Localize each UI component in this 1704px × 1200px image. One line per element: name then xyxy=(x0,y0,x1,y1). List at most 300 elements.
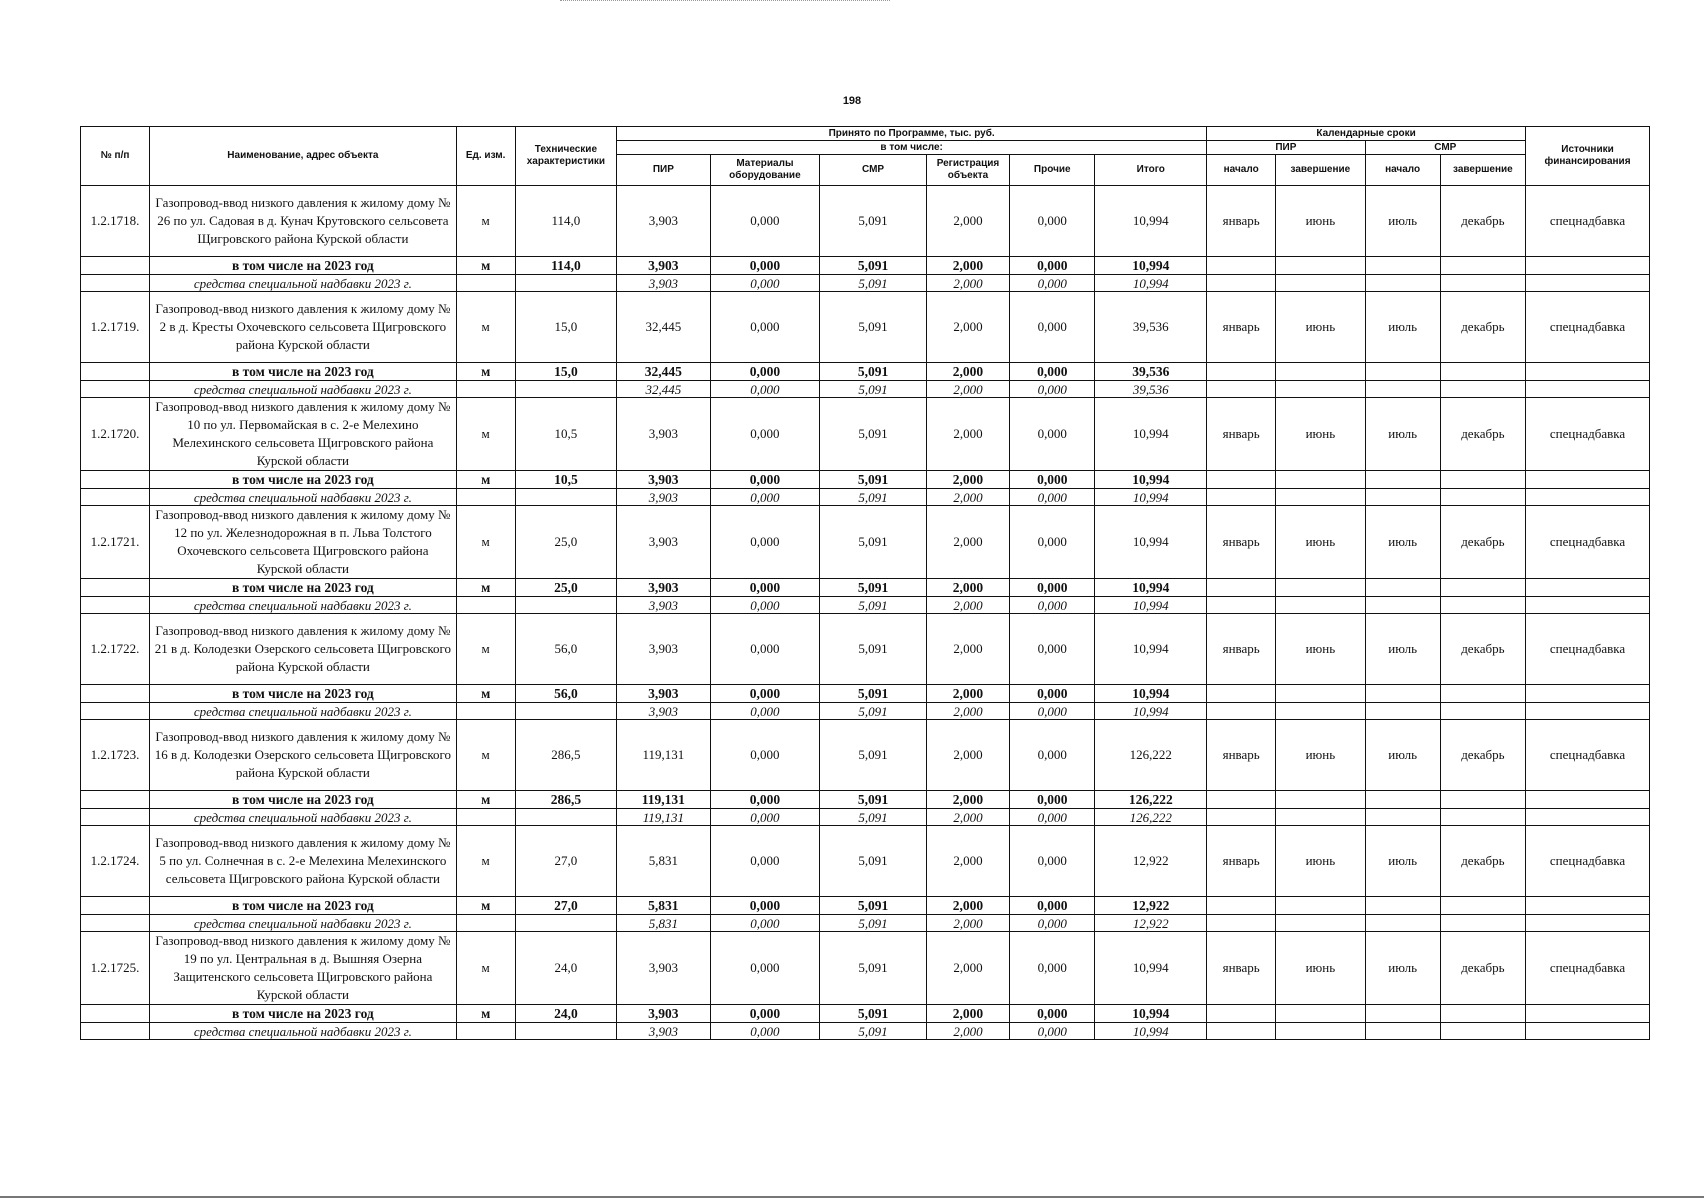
cell-pir-end: июнь xyxy=(1276,720,1365,791)
cell-empty xyxy=(1276,897,1365,915)
cell-tech: 15,0 xyxy=(515,292,617,363)
cell-pir-start: январь xyxy=(1207,398,1276,471)
cell-empty xyxy=(515,1023,617,1040)
cell-num: 1.2.1720. xyxy=(81,398,150,471)
cell-empty xyxy=(456,275,515,292)
cell-fund-other: 0,000 xyxy=(1010,915,1095,932)
cell-smr-start: июль xyxy=(1365,932,1440,1005)
cell-total: 10,994 xyxy=(1095,932,1207,1005)
cell-empty xyxy=(1440,579,1525,597)
cell-fund-pir: 3,903 xyxy=(617,703,710,720)
cell-other: 0,000 xyxy=(1010,292,1095,363)
cell-sub-other: 0,000 xyxy=(1010,363,1095,381)
cell-registration: 2,000 xyxy=(926,614,1009,685)
table-row xyxy=(81,614,1650,685)
cell-fund-pir: 32,445 xyxy=(617,381,710,398)
cell-fund-label: средства специальной надбавки 2023 г. xyxy=(150,381,457,398)
cell-empty xyxy=(1365,897,1440,915)
cell-sub-unit: м xyxy=(456,471,515,489)
cell-registration: 2,000 xyxy=(926,720,1009,791)
cell-unit: м xyxy=(456,614,515,685)
cell-other: 0,000 xyxy=(1010,186,1095,257)
cell-empty xyxy=(1207,809,1276,826)
cell-empty xyxy=(1440,685,1525,703)
cell-sub-unit: м xyxy=(456,897,515,915)
cell-sub-pir: 3,903 xyxy=(617,685,710,703)
cell-empty xyxy=(1365,915,1440,932)
cell-smr: 5,091 xyxy=(820,720,927,791)
cell-fund-materials: 0,000 xyxy=(710,489,820,506)
cell-sub-materials: 0,000 xyxy=(710,685,820,703)
cell-pir: 3,903 xyxy=(617,932,710,1005)
cell-sub-tech: 27,0 xyxy=(515,897,617,915)
cell-sub-pir: 5,831 xyxy=(617,897,710,915)
cell-sub-pir: 3,903 xyxy=(617,1005,710,1023)
cell-empty xyxy=(1526,597,1650,614)
cell-smr-start: июль xyxy=(1365,826,1440,897)
cell-unit: м xyxy=(456,826,515,897)
cell-empty xyxy=(81,363,150,381)
cell-pir-end: июнь xyxy=(1276,506,1365,579)
cell-total: 10,994 xyxy=(1095,614,1207,685)
table-subrow-2023 xyxy=(81,471,1650,489)
header-smr: СМР xyxy=(820,155,927,186)
cell-sub-registration: 2,000 xyxy=(926,363,1009,381)
cell-smr-start: июль xyxy=(1365,506,1440,579)
cell-registration: 2,000 xyxy=(926,398,1009,471)
cell-smr-end: декабрь xyxy=(1440,292,1525,363)
cell-source: спецнадбавка xyxy=(1526,506,1650,579)
cell-empty xyxy=(1276,471,1365,489)
cell-smr-end: декабрь xyxy=(1440,506,1525,579)
cell-empty xyxy=(1276,791,1365,809)
cell-materials: 0,000 xyxy=(710,292,820,363)
cell-source: спецнадбавка xyxy=(1526,398,1650,471)
cell-fund-total: 10,994 xyxy=(1095,597,1207,614)
cell-fund-materials: 0,000 xyxy=(710,703,820,720)
cell-empty xyxy=(1365,1023,1440,1040)
cell-tech: 25,0 xyxy=(515,506,617,579)
cell-tech: 286,5 xyxy=(515,720,617,791)
cell-fund-smr: 5,091 xyxy=(820,915,927,932)
cell-sub-smr: 5,091 xyxy=(820,579,927,597)
cell-empty xyxy=(1365,685,1440,703)
cell-empty xyxy=(456,1023,515,1040)
scan-artifact-bottom xyxy=(0,1196,1704,1198)
cell-empty xyxy=(1207,597,1276,614)
cell-sub-registration: 2,000 xyxy=(926,685,1009,703)
cell-empty xyxy=(515,489,617,506)
cell-empty xyxy=(1207,381,1276,398)
cell-total: 10,994 xyxy=(1095,506,1207,579)
cell-smr-end: декабрь xyxy=(1440,826,1525,897)
table-subrow-fund xyxy=(81,597,1650,614)
cell-unit: м xyxy=(456,506,515,579)
cell-num: 1.2.1718. xyxy=(81,186,150,257)
cell-sub-pir: 119,131 xyxy=(617,791,710,809)
cell-tech: 56,0 xyxy=(515,614,617,685)
cell-name: Газопровод-ввод низкого давления к жилому дому № 16 в д. Колодезки Озерского сельсовета Щигровского района Курской области xyxy=(150,720,457,791)
cell-empty xyxy=(1526,1023,1650,1040)
cell-sub-total: 39,536 xyxy=(1095,363,1207,381)
cell-empty xyxy=(1365,703,1440,720)
cell-pir: 3,903 xyxy=(617,506,710,579)
cell-sub-tech: 24,0 xyxy=(515,1005,617,1023)
cell-empty xyxy=(1276,1005,1365,1023)
cell-empty xyxy=(1207,1005,1276,1023)
cell-fund-other: 0,000 xyxy=(1010,809,1095,826)
cell-empty xyxy=(456,703,515,720)
cell-pir-end: июнь xyxy=(1276,614,1365,685)
cell-empty xyxy=(1365,597,1440,614)
cell-fund-smr: 5,091 xyxy=(820,703,927,720)
cell-sub-label: в том числе на 2023 год xyxy=(150,471,457,489)
cell-fund-pir: 3,903 xyxy=(617,597,710,614)
header-cal-pir: ПИР xyxy=(1207,141,1365,155)
cell-other: 0,000 xyxy=(1010,720,1095,791)
cell-sub-materials: 0,000 xyxy=(710,257,820,275)
cell-sub-label: в том числе на 2023 год xyxy=(150,579,457,597)
cell-empty xyxy=(1440,489,1525,506)
cell-empty xyxy=(515,809,617,826)
cell-sub-registration: 2,000 xyxy=(926,471,1009,489)
cell-fund-label: средства специальной надбавки 2023 г. xyxy=(150,597,457,614)
table-header xyxy=(81,127,1650,186)
cell-source: спецнадбавка xyxy=(1526,614,1650,685)
cell-sub-label: в том числе на 2023 год xyxy=(150,257,457,275)
cell-empty xyxy=(1526,489,1650,506)
cell-sub-smr: 5,091 xyxy=(820,1005,927,1023)
cell-pir-start: январь xyxy=(1207,720,1276,791)
cell-empty xyxy=(1365,579,1440,597)
cell-smr-end: декабрь xyxy=(1440,932,1525,1005)
cell-fund-total: 39,536 xyxy=(1095,381,1207,398)
cell-empty xyxy=(1365,381,1440,398)
cell-fund-label: средства специальной надбавки 2023 г. xyxy=(150,703,457,720)
cell-sub-smr: 5,091 xyxy=(820,257,927,275)
cell-empty xyxy=(1526,897,1650,915)
cell-source: спецнадбавка xyxy=(1526,292,1650,363)
cell-empty xyxy=(456,381,515,398)
cell-empty xyxy=(1276,275,1365,292)
cell-total: 126,222 xyxy=(1095,720,1207,791)
cell-fund-label: средства специальной надбавки 2023 г. xyxy=(150,915,457,932)
cell-sub-tech: 15,0 xyxy=(515,363,617,381)
cell-materials: 0,000 xyxy=(710,614,820,685)
cell-sub-registration: 2,000 xyxy=(926,791,1009,809)
cell-sub-registration: 2,000 xyxy=(926,897,1009,915)
cell-sub-pir: 32,445 xyxy=(617,363,710,381)
cell-name: Газопровод-ввод низкого давления к жилому дому № 21 в д. Колодезки Озерского сельсовета Щигровского района Курской области xyxy=(150,614,457,685)
cell-fund-registration: 2,000 xyxy=(926,915,1009,932)
cell-registration: 2,000 xyxy=(926,826,1009,897)
cell-fund-materials: 0,000 xyxy=(710,915,820,932)
table-subrow-fund xyxy=(81,703,1650,720)
cell-unit: м xyxy=(456,292,515,363)
cell-empty xyxy=(1276,1023,1365,1040)
cell-sub-other: 0,000 xyxy=(1010,1005,1095,1023)
cell-empty xyxy=(515,381,617,398)
cell-sub-registration: 2,000 xyxy=(926,579,1009,597)
cell-empty xyxy=(81,791,150,809)
cell-materials: 0,000 xyxy=(710,932,820,1005)
cell-smr: 5,091 xyxy=(820,932,927,1005)
cell-registration: 2,000 xyxy=(926,506,1009,579)
cell-total: 39,536 xyxy=(1095,292,1207,363)
cell-empty xyxy=(1276,915,1365,932)
table-row xyxy=(81,186,1650,257)
cell-sub-tech: 286,5 xyxy=(515,791,617,809)
cell-fund-other: 0,000 xyxy=(1010,703,1095,720)
cell-empty xyxy=(1365,791,1440,809)
cell-empty xyxy=(515,703,617,720)
cell-smr-start: июль xyxy=(1365,292,1440,363)
cell-other: 0,000 xyxy=(1010,932,1095,1005)
cell-sub-materials: 0,000 xyxy=(710,1005,820,1023)
cell-sub-total: 10,994 xyxy=(1095,685,1207,703)
cell-empty xyxy=(1526,275,1650,292)
header-tech: Технические характеристики xyxy=(515,127,617,186)
cell-fund-pir: 119,131 xyxy=(617,809,710,826)
cell-smr-start: июль xyxy=(1365,186,1440,257)
cell-empty xyxy=(1526,915,1650,932)
cell-pir: 3,903 xyxy=(617,186,710,257)
cell-unit: м xyxy=(456,720,515,791)
cell-sub-unit: м xyxy=(456,685,515,703)
header-pir: ПИР xyxy=(617,155,710,186)
cell-materials: 0,000 xyxy=(710,398,820,471)
cell-fund-total: 126,222 xyxy=(1095,809,1207,826)
cell-pir: 32,445 xyxy=(617,292,710,363)
table-row xyxy=(81,292,1650,363)
cell-sub-label: в том числе на 2023 год xyxy=(150,791,457,809)
cell-empty xyxy=(1365,257,1440,275)
table-subrow-2023 xyxy=(81,1005,1650,1023)
table-row xyxy=(81,932,1650,1005)
cell-name: Газопровод-ввод низкого давления к жилому дому № 5 по ул. Солнечная в с. 2-е Мелехина Мелехинского сельсовета Щигровского района Курской области xyxy=(150,826,457,897)
cell-source: спецнадбавка xyxy=(1526,826,1650,897)
cell-fund-materials: 0,000 xyxy=(710,381,820,398)
cell-empty xyxy=(1276,809,1365,826)
cell-pir-start: январь xyxy=(1207,292,1276,363)
table-subrow-fund xyxy=(81,1023,1650,1040)
table-body xyxy=(81,186,1650,1040)
cell-sub-unit: м xyxy=(456,791,515,809)
cell-sub-registration: 2,000 xyxy=(926,1005,1009,1023)
cell-sub-unit: м xyxy=(456,363,515,381)
cell-sub-total: 10,994 xyxy=(1095,1005,1207,1023)
cell-sub-total: 126,222 xyxy=(1095,791,1207,809)
cell-sub-label: в том числе на 2023 год xyxy=(150,363,457,381)
cell-empty xyxy=(81,915,150,932)
cell-fund-pir: 3,903 xyxy=(617,1023,710,1040)
cell-pir-start: январь xyxy=(1207,826,1276,897)
cell-fund-other: 0,000 xyxy=(1010,1023,1095,1040)
cell-sub-smr: 5,091 xyxy=(820,791,927,809)
cell-source: спецнадбавка xyxy=(1526,720,1650,791)
header-smr-start: начало xyxy=(1365,155,1440,186)
cell-fund-materials: 0,000 xyxy=(710,809,820,826)
table-subrow-2023 xyxy=(81,897,1650,915)
header-unit: Ед. изм. xyxy=(456,127,515,186)
cell-pir-end: июнь xyxy=(1276,186,1365,257)
cell-fund-smr: 5,091 xyxy=(820,809,927,826)
cell-empty xyxy=(1207,791,1276,809)
cell-smr-start: июль xyxy=(1365,614,1440,685)
cell-registration: 2,000 xyxy=(926,292,1009,363)
cell-sub-total: 10,994 xyxy=(1095,579,1207,597)
header-pir-end: завершение xyxy=(1276,155,1365,186)
cell-empty xyxy=(81,1023,150,1040)
cell-pir-start: январь xyxy=(1207,614,1276,685)
cell-sub-materials: 0,000 xyxy=(710,471,820,489)
cell-smr: 5,091 xyxy=(820,398,927,471)
cell-empty xyxy=(1207,257,1276,275)
header-sources: Источники финансирования xyxy=(1526,127,1650,186)
cell-sub-label: в том числе на 2023 год xyxy=(150,1005,457,1023)
cell-sub-materials: 0,000 xyxy=(710,897,820,915)
header-num: № п/п xyxy=(81,127,150,186)
cell-fund-materials: 0,000 xyxy=(710,1023,820,1040)
cell-pir-start: январь xyxy=(1207,186,1276,257)
header-including: в том числе: xyxy=(617,141,1207,155)
cell-tech: 24,0 xyxy=(515,932,617,1005)
cell-fund-label: средства специальной надбавки 2023 г. xyxy=(150,275,457,292)
cell-empty xyxy=(515,275,617,292)
cell-registration: 2,000 xyxy=(926,186,1009,257)
cell-empty xyxy=(1365,275,1440,292)
cell-empty xyxy=(456,809,515,826)
cell-empty xyxy=(1207,363,1276,381)
cell-empty xyxy=(1365,809,1440,826)
cell-sub-tech: 114,0 xyxy=(515,257,617,275)
cell-empty xyxy=(81,897,150,915)
cell-other: 0,000 xyxy=(1010,614,1095,685)
cell-fund-other: 0,000 xyxy=(1010,597,1095,614)
cell-empty xyxy=(1440,897,1525,915)
cell-fund-pir: 3,903 xyxy=(617,275,710,292)
header-calendar: Календарные сроки xyxy=(1207,127,1526,141)
cell-unit: м xyxy=(456,398,515,471)
program-table xyxy=(80,126,1650,1040)
cell-empty xyxy=(1207,685,1276,703)
header-name: Наименование, адрес объекта xyxy=(150,127,457,186)
cell-empty xyxy=(1440,915,1525,932)
table-subrow-fund xyxy=(81,381,1650,398)
cell-smr: 5,091 xyxy=(820,186,927,257)
table-row xyxy=(81,720,1650,791)
cell-empty xyxy=(1207,489,1276,506)
cell-smr-end: декабрь xyxy=(1440,398,1525,471)
cell-empty xyxy=(81,597,150,614)
cell-smr-end: декабрь xyxy=(1440,186,1525,257)
cell-smr-end: декабрь xyxy=(1440,720,1525,791)
cell-fund-registration: 2,000 xyxy=(926,1023,1009,1040)
cell-sub-registration: 2,000 xyxy=(926,257,1009,275)
cell-empty xyxy=(1526,363,1650,381)
cell-fund-total: 10,994 xyxy=(1095,1023,1207,1040)
cell-sub-tech: 25,0 xyxy=(515,579,617,597)
cell-sub-unit: м xyxy=(456,1005,515,1023)
cell-sub-smr: 5,091 xyxy=(820,471,927,489)
cell-empty xyxy=(1365,363,1440,381)
cell-smr: 5,091 xyxy=(820,826,927,897)
cell-sub-other: 0,000 xyxy=(1010,897,1095,915)
header-registration: Регистрация объекта xyxy=(926,155,1009,186)
cell-fund-label: средства специальной надбавки 2023 г. xyxy=(150,1023,457,1040)
cell-smr: 5,091 xyxy=(820,292,927,363)
cell-empty xyxy=(1207,275,1276,292)
cell-fund-label: средства специальной надбавки 2023 г. xyxy=(150,809,457,826)
table-row xyxy=(81,826,1650,897)
table-subrow-fund xyxy=(81,809,1650,826)
cell-sub-label: в том числе на 2023 год xyxy=(150,897,457,915)
cell-empty xyxy=(1207,703,1276,720)
cell-empty xyxy=(1207,1023,1276,1040)
cell-pir: 5,831 xyxy=(617,826,710,897)
cell-empty xyxy=(81,579,150,597)
cell-empty xyxy=(1365,471,1440,489)
cell-fund-label: средства специальной надбавки 2023 г. xyxy=(150,489,457,506)
cell-empty xyxy=(456,489,515,506)
cell-empty xyxy=(1365,489,1440,506)
table-subrow-2023 xyxy=(81,579,1650,597)
cell-empty xyxy=(1207,897,1276,915)
cell-empty xyxy=(1276,597,1365,614)
cell-empty xyxy=(1276,363,1365,381)
cell-empty xyxy=(1276,381,1365,398)
cell-unit: м xyxy=(456,932,515,1005)
cell-tech: 27,0 xyxy=(515,826,617,897)
table-subrow-fund xyxy=(81,489,1650,506)
cell-empty xyxy=(515,915,617,932)
cell-sub-other: 0,000 xyxy=(1010,579,1095,597)
cell-fund-registration: 2,000 xyxy=(926,275,1009,292)
cell-num: 1.2.1724. xyxy=(81,826,150,897)
cell-name: Газопровод-ввод низкого давления к жилому дому № 10 по ул. Первомайская в с. 2-е Мелехино Мелехинского сельсовета Щигровского района Курской области xyxy=(150,398,457,471)
cell-empty xyxy=(1276,579,1365,597)
cell-empty xyxy=(1440,363,1525,381)
cell-fund-other: 0,000 xyxy=(1010,381,1095,398)
cell-smr-start: июль xyxy=(1365,398,1440,471)
cell-other: 0,000 xyxy=(1010,826,1095,897)
cell-empty xyxy=(81,257,150,275)
cell-fund-pir: 3,903 xyxy=(617,489,710,506)
scan-artifact-top xyxy=(560,0,890,1)
cell-smr: 5,091 xyxy=(820,614,927,685)
cell-empty xyxy=(1440,275,1525,292)
cell-empty xyxy=(1526,381,1650,398)
cell-pir: 119,131 xyxy=(617,720,710,791)
cell-total: 10,994 xyxy=(1095,186,1207,257)
table-subrow-2023 xyxy=(81,685,1650,703)
cell-fund-total: 10,994 xyxy=(1095,489,1207,506)
cell-empty xyxy=(81,275,150,292)
cell-registration: 2,000 xyxy=(926,932,1009,1005)
cell-empty xyxy=(515,597,617,614)
table-subrow-2023 xyxy=(81,257,1650,275)
table-subrow-2023 xyxy=(81,791,1650,809)
cell-pir: 3,903 xyxy=(617,614,710,685)
cell-sub-pir: 3,903 xyxy=(617,579,710,597)
cell-empty xyxy=(81,1005,150,1023)
cell-pir-end: июнь xyxy=(1276,292,1365,363)
cell-name: Газопровод-ввод низкого давления к жилому дому № 19 по ул. Центральная в д. Вышняя Озерна Защитенского сельсовета Щигровского района Курской области xyxy=(150,932,457,1005)
cell-empty xyxy=(1440,471,1525,489)
cell-fund-total: 10,994 xyxy=(1095,275,1207,292)
cell-sub-unit: м xyxy=(456,579,515,597)
cell-empty xyxy=(81,703,150,720)
